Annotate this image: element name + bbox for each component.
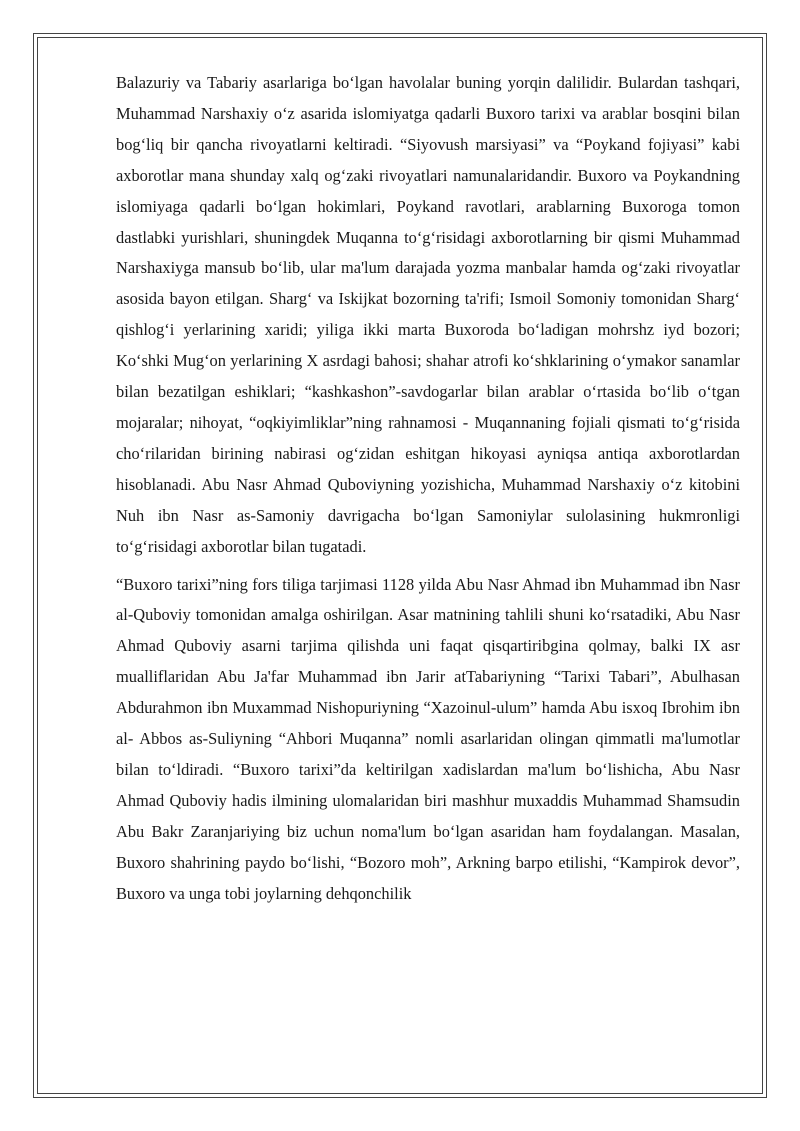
paragraph-1: Balazuriy va Tabariy asarlariga bo‘lgan havolalar buning yorqin dalilidir. Bulardan tashqari, Muhammad Narshaxiy o‘z asarida islomiyatga qadarli Buxoro tarixi va arablar bosqini bilan bog‘liq bir qancha rivoyatlarni keltiradi. “Siyovush marsiyasi” va “Poykand fojiyasi” kabi axborotlar mana shunday xalq og‘zaki rivoyatlari namunalaridandir. Buxoro va Poykandning islomiyaga qadarli bo‘lgan hokimlari, Poykand ravotlari, arablarning Buxoroga tomon dastlabki yurishlari, shuningdek Muqanna to‘g‘risidagi axborotlarning bir qismi Muhammad Narshaxiyga mansub bo‘lib, ular ma'lum darajada yozma manbalar hamda og‘zaki rivoyatlar asosida bayon etilgan. Sharg‘ va Iskijkat bozorning ta'rifi; Ismoil Somoniy tomonidan Sharg‘ qishlog‘i yerlarining xaridi; yiliga ikki marta Buxoroda bo‘ladigan mohrshz iyd bozori; Ko‘shki Mug‘on yerlarining X asrdagi bahosi; shahar atrofi ko‘shklarining o‘ymakor sanamlar bilan bezatilgan eshiklari; “kashkashon”-savdogarlar bilan arablar o‘rtasida bo‘lib o‘tgan mojaralar; nihoyat, “oqkiyimliklar”ning rahnamosi - Muqannaning fojiali qismati to‘g‘risida cho‘rilaridan birining nabirasi og‘zidan eshitgan hikoyasi ayniqsa antiqa axborotlardan hisoblanadi. Abu Nasr Ahmad Quboviyning yozishicha, Muhammad Narshaxiy o‘z kitobini Nuh ibn Nasr as-Samoniy davrigacha bo‘lgan Samoniylar sulolasining hukmronligi to‘g‘risidagi axborotlar bilan tugatadi. <box>116 73 740 556</box>
paragraph-2: “Buxoro tarixi”ning fors tiliga tarjimasi 1128 yilda Abu Nasr Ahmad ibn Muhammad ibn Nasr al-Quboviy tomonidan amalga oshirilgan. Asar matnining tahlili shuni ko‘rsatadiki, Abu Nasr Ahmad Quboviy asarni tarjima qilishda uni faqat qisqartiribgina qolmay, balki IX asr mualliflaridan Abu Ja'far Muhammad ibn Jarir atTabariyning “Tarixi Tabari”, Abulhasan Abdurahmon ibn Muxammad Nishopuriyning “Xazoinul-ulum” hamda Abu isxoq Ibrohim ibn al- Abbos as-Suliyning “Ahbori Muqanna” nomli asarlaridan olingan qimmatli ma'lumotlar bilan to‘ldiradi. “Buxoro tarixi”da keltirilgan xadislardan ma'lum bo‘lishicha, Abu Nasr Ahmad Quboviy hadis ilmining ulomalaridan biri mashhur muxaddis Muhammad Shamsudin Abu Bakr Zaranjariying biz uchun noma'lum bo‘lgan asaridan ham foydalangan. Masalan, Buxoro shahrining paydo bo‘lishi, “Bozoro moh”, Arkning barpo etilishi, “Kampirok devor”, Buxoro va unga tobi joylarning dehqonchilik <box>116 574 740 903</box>
document-body <box>116 68 740 909</box>
